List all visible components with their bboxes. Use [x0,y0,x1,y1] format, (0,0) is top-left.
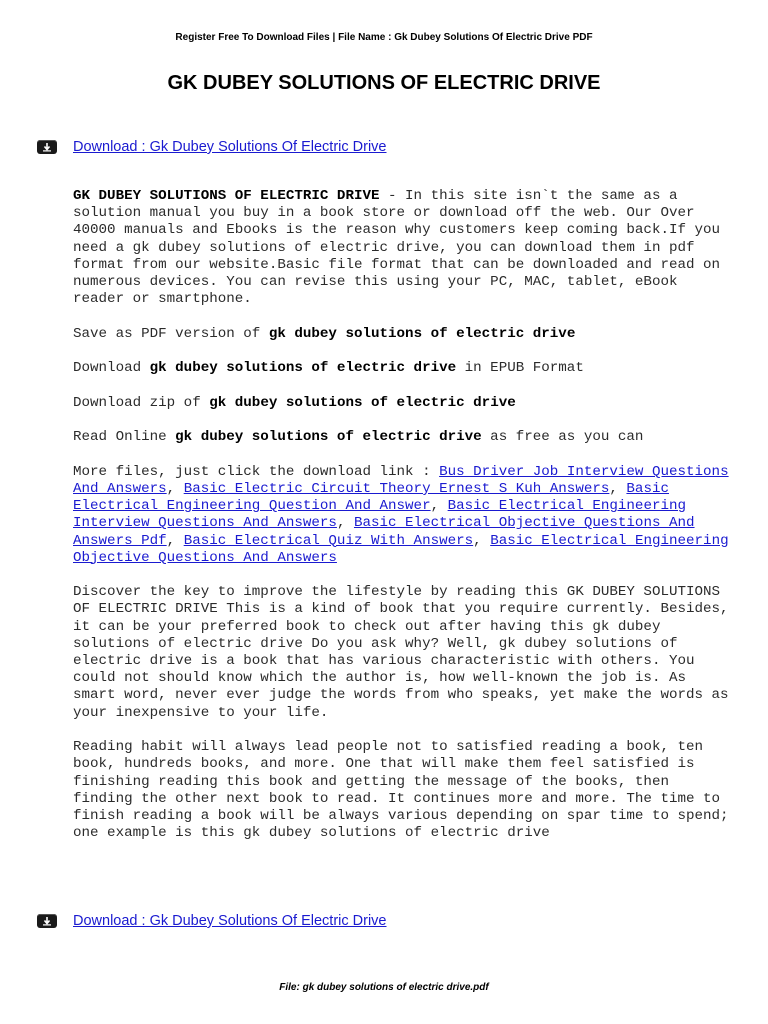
line-bold: gk dubey solutions of electric drive [268,325,576,342]
more-file-link[interactable]: Basic Electrical Objective Questions And Answers Pdf [73,515,695,549]
more-files-prefix: More files, just click the download link : [73,463,440,480]
separator: , [430,498,448,515]
more-file-link[interactable]: Basic Electrical Quiz With Answers [183,532,474,549]
discover-paragraph: Discover the key to improve the lifestyle by reading this GK DUBEY SOLUTIONS OF ELECTRIC DRIVE This is a kind of book that you require currently. Besides, it can be your preferred book to check out after having this gk dubey solutions of electric drive Do you ask why? Well, gk dubey solutions of electric drive is a book that has various characteristic with others. You could not should know which the author is, how well-known the job is. As smart word, never ever judge the words from who speaks, yet make the words as your inexpensive to your life. [73,584,729,721]
page-title: GK DUBEY SOLUTIONS OF ELECTRIC DRIVE [167,72,601,94]
separator: , [166,480,184,497]
separator: , [609,480,627,497]
download-arrow-icon[interactable] [37,914,57,928]
read-online-line [73,429,733,446]
line-prefix: Download zip of [73,394,210,411]
separator: , [336,515,354,532]
line-prefix: Save as PDF version of [73,325,269,342]
header-note: Register Free To Download Files | File Name : Gk Dubey Solutions Of Electric Drive PDF [175,32,593,43]
download-row-bottom [37,911,387,931]
line-bold: gk dubey solutions of electric drive [209,394,516,411]
line-suffix: in EPUB Format [456,360,584,377]
more-file-link[interactable]: Basic Electrical Engineering Objective Questions And Answers [73,532,729,566]
more-file-link[interactable]: Basic Electrical Engineering Question And Answer [73,480,669,515]
intro-bold-title: GK DUBEY SOLUTIONS OF ELECTRIC DRIVE [73,188,380,204]
save-pdf-line [73,326,733,343]
reading-habit-paragraph: Reading habit will always lead people not to satisfied reading a book, ten book, hundreds books, and more. One that will make them feel satisfied is finishing reading this book and getting the message of the books, then finding the other next book to read. It continues more and more. The time to finish reading a book will be always various depending on spar time to spend; one example is this gk dubey solutions of electric drive [73,739,729,842]
more-file-link[interactable]: Basic Electric Circuit Theory Ernest S Kuh Answers [183,480,610,497]
document-body [73,188,733,860]
download-link-top[interactable]: Download : Gk Dubey Solutions Of Electric Drive [73,139,387,155]
line-bold: gk dubey solutions of electric drive [149,360,457,377]
download-link-bottom[interactable]: Download : Gk Dubey Solutions Of Electric Drive [73,913,387,929]
more-file-link[interactable]: Bus Driver Job Interview Questions And Answers [73,463,729,497]
separator: , [473,532,491,549]
download-row-top [37,137,387,157]
more-file-link[interactable]: Basic Electrical Engineering Interview Questions And Answers [73,498,687,532]
line-prefix: Download [73,360,150,377]
line-bold: gk dubey solutions of electric drive [175,429,482,446]
footer-filename: File: gk dubey solutions of electric drive.pdf [279,982,489,993]
line-prefix: Read Online [73,429,176,446]
download-arrow-icon[interactable] [37,140,57,154]
more-files-paragraph [73,464,733,567]
intro-text: - In this site isn`t the same as a solution manual you buy in a book store or download off the web. Our Over 40000 manuals and Ebooks is the reason why customers keep coming back.If you need a gk dubey solutions of electric drive, you can download them in pdf format from our website.Basic file format that can be downloaded and read on numerous devices. You can revise this using your PC, MAC, tablet, eBook reader or smartphone. [73,188,721,308]
epub-line [73,360,733,377]
separator: , [166,532,184,549]
line-suffix: as free as you can [481,429,644,446]
zip-line [73,395,733,412]
intro-paragraph [73,188,733,308]
